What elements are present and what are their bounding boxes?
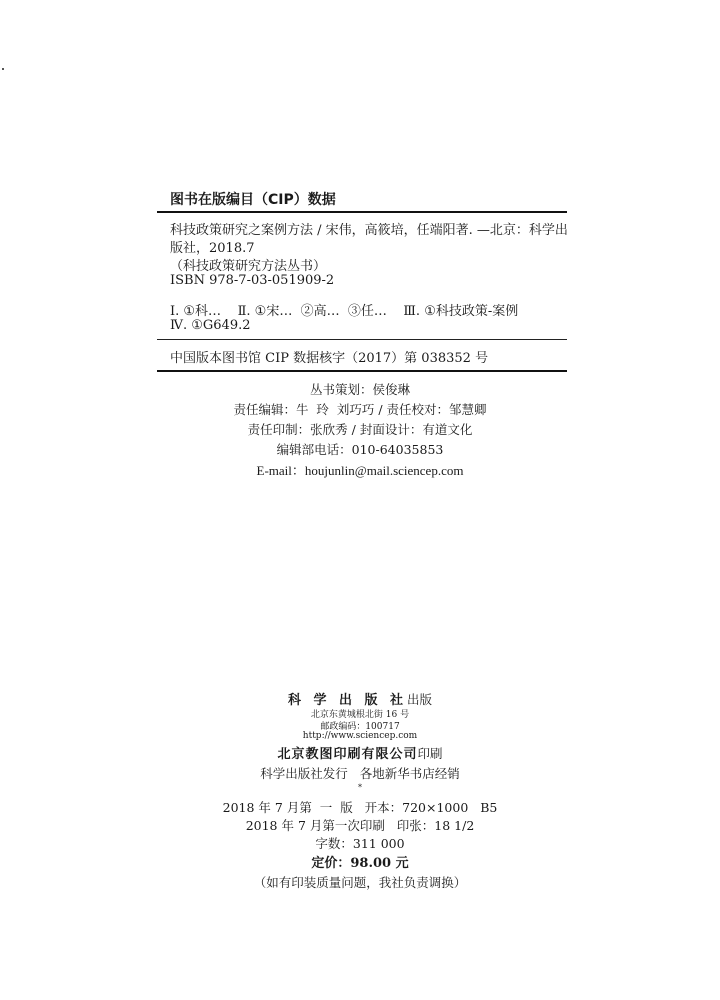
publisher-address: 北京东黄城根北街 16 号 xyxy=(310,710,410,720)
cip-number: 中国版本图书馆 CIP 数据核字（2017）第 038352 号 xyxy=(170,351,489,366)
publisher-name: 科 学 出 版 社 xyxy=(287,693,408,708)
printer-suffix: 印刷 xyxy=(417,746,443,761)
corner-mark xyxy=(2,68,4,70)
publisher-website: http://www.sciencep.com xyxy=(302,731,418,741)
cip-top-rule xyxy=(157,211,567,213)
responsible-editors: 责任编辑：牛 玲 刘巧巧 / 责任校对：邹慧卿 xyxy=(233,402,487,417)
printing-and-design: 责任印制：张欣秀 / 封面设计：有道文化 xyxy=(247,422,473,437)
printing-line: 2018 年 7 月第一次印刷 印张：18 1/2 xyxy=(245,818,475,833)
cip-title: 图书在版编目（CIP）数据 xyxy=(170,192,336,208)
quality-note: （如有印装质量问题，我社负责调换） xyxy=(253,875,467,890)
publisher-postcode: 邮政编码：100717 xyxy=(320,722,400,732)
printer-name: 北京教图印刷有限公司 xyxy=(277,747,418,762)
price: 定价：98.00 元 xyxy=(311,856,409,871)
edition-line: 2018 年 7 月第 一 版 开本：720×1000 B5 xyxy=(222,800,498,815)
word-count: 字数：311 000 xyxy=(315,836,405,851)
cip-line-1: 科技政策研究之案例方法 / 宋伟，高筱培，任端阳著. —北京：科学出 xyxy=(170,223,568,238)
separator-mark: * xyxy=(358,783,362,792)
publisher-line xyxy=(0,689,720,708)
editorial-phone: 编辑部电话：010-64035853 xyxy=(276,442,444,457)
cip-line-3: （科技政策研究方法丛书） xyxy=(170,259,327,274)
cip-line-5: Ⅰ. ①科… Ⅱ. ①宋… ②高… ③任… Ⅲ. ①科技政策-案例 xyxy=(170,304,519,319)
cip-line-6: Ⅳ. ①G649.2 xyxy=(170,318,251,333)
printer-line xyxy=(0,743,720,762)
editorial-email: E-mail：houjunlin@mail.sciencep.com xyxy=(256,463,464,478)
publisher-suffix: 出版 xyxy=(407,692,433,707)
cip-line-2: 版社，2018.7 xyxy=(170,241,255,256)
series-planner: 丛书策划：侯俊琳 xyxy=(309,382,410,397)
cip-bottom-rule xyxy=(157,370,567,372)
cip-middle-rule xyxy=(157,339,567,340)
cip-line-4: ISBN 978-7-03-051909-2 xyxy=(170,273,335,288)
distribution-line: 科学出版社发行 各地新华书店经销 xyxy=(260,766,460,781)
